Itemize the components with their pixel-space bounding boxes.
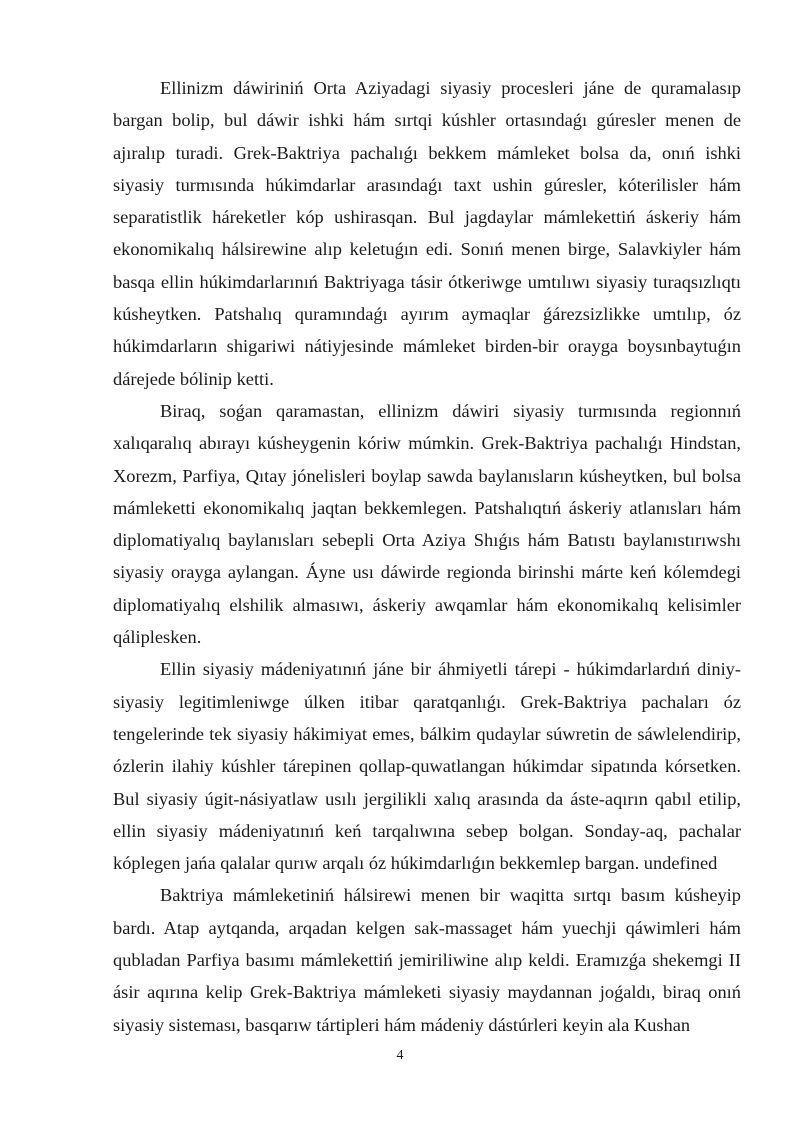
paragraph-4: Baktriya mámleketiniń hálsirewi menen bir waqitta sırtqı basım kúsheyip bardı. Atap aytqanda, arqadan kelgen sak-massaget hám yuechji qáwimleri hám qubladan Parfiya basımı mámlekettiń jemiriliwine alıp keldi. Eramızǵa shekemgi II ásir aqırına kelip Grek-Baktriya mámleketi siyasiy maydannan joǵaldı, biraq onıń siyasiy sisteması, basqarıw tártipleri hám mádeniy dástúrleri keyin ala Kushan xyxy=(113,885,741,1035)
paragraph-3: Ellin siyasiy mádeniyatınıń jáne bir áhmiyetli tárepi - húkimdarlardıń diniy-siyasiy legitimleniwge úlken itibar qaratqanlıǵı. Grek-Baktriya pachaları óz tengelerinde tek siyasiy hákimiyat emes, bálkim qudaylar súwretin de sáwlelendirip, ózlerin ilahiy kúshler tárepinen qollap-quwatlangan húkimdar sipatında kórsetken. Bul siyasiy úgit-násiyatlaw usılı jergilikli xalıq arasında da áste-aqırın qabıl etilip, ellin siyasiy mádeniyatınıń keń tarqalıwına sebep bolgan. Sonday-aq, pachalar kóplegen jańa qalalar qurıw arqalı óz húkimdarlıǵın bekkemlep bargan. undefined xyxy=(113,659,741,874)
page-number: 4 xyxy=(396,1048,404,1063)
paragraph-2: Biraq, soǵan qaramastan, ellinizm dáwiri siyasiy turmısında regionnıń xalıqaralıq abırayı kúsheygenin kóriw múmkin. Grek-Baktriya pachalıǵı Hindstan, Xorezm, Parfiya, Qıtay jónelisleri boylap sawda baylanısların kúsheytken, bul bolsa mámleketti ekonomikalıq jaqtan bekkemlegen. Patshalıqtıń áskeriy atlanısları hám diplomatiyalıq baylanısları sebepli Orta Aziya Shıǵıs hám Batıstı baylanıstırıwshı siyasiy orayga aylangan. Áyne usı dáwirde regionda birinshi márte keń kólemdegi diplomatiyalıq elshilik almasıwı, áskeriy awqamlar hám ekonomikalıq kelisimler qáliplesken. xyxy=(113,400,741,648)
paragraph-1: Ellinizm dáwiriniń Orta Aziyadagi siyasiy procesleri jáne de quramalasıp bargan bolip, bul dáwir ishki hám sırtqi kúshler ortasındaǵı gúresler menen de ajıralıp turadi. Grek-Baktriya pachalıǵı bekkem mámleket bolsa da, onıń ishki siyasiy turmısında húkimdarlar arasındaǵı taxt ushin gúresler, kóterilisler hám separatistlik háreketler kóp ushirasqan. Bul jagdaylar mámlekettiń áskeriy hám ekonomikalıq hálsirewine alıp keletuǵın edi. Sonıń menen birge, Salavkiyler hám basqa ellin húkimdarlarınıń Baktriyaga tásir ótkeriwge umtılıwı siyasiy turaqsızlıqtı kúsheytken. Patshalıq quramındaǵı ayırım aymaqlar ǵárezsizlikke umtılıp, óz húkimdarların shigariwi nátiyjesinde mámleket birden-bir orayga boysınbaytuǵın dárejede bólinip ketti. xyxy=(113,78,741,389)
body-text xyxy=(113,72,741,1041)
